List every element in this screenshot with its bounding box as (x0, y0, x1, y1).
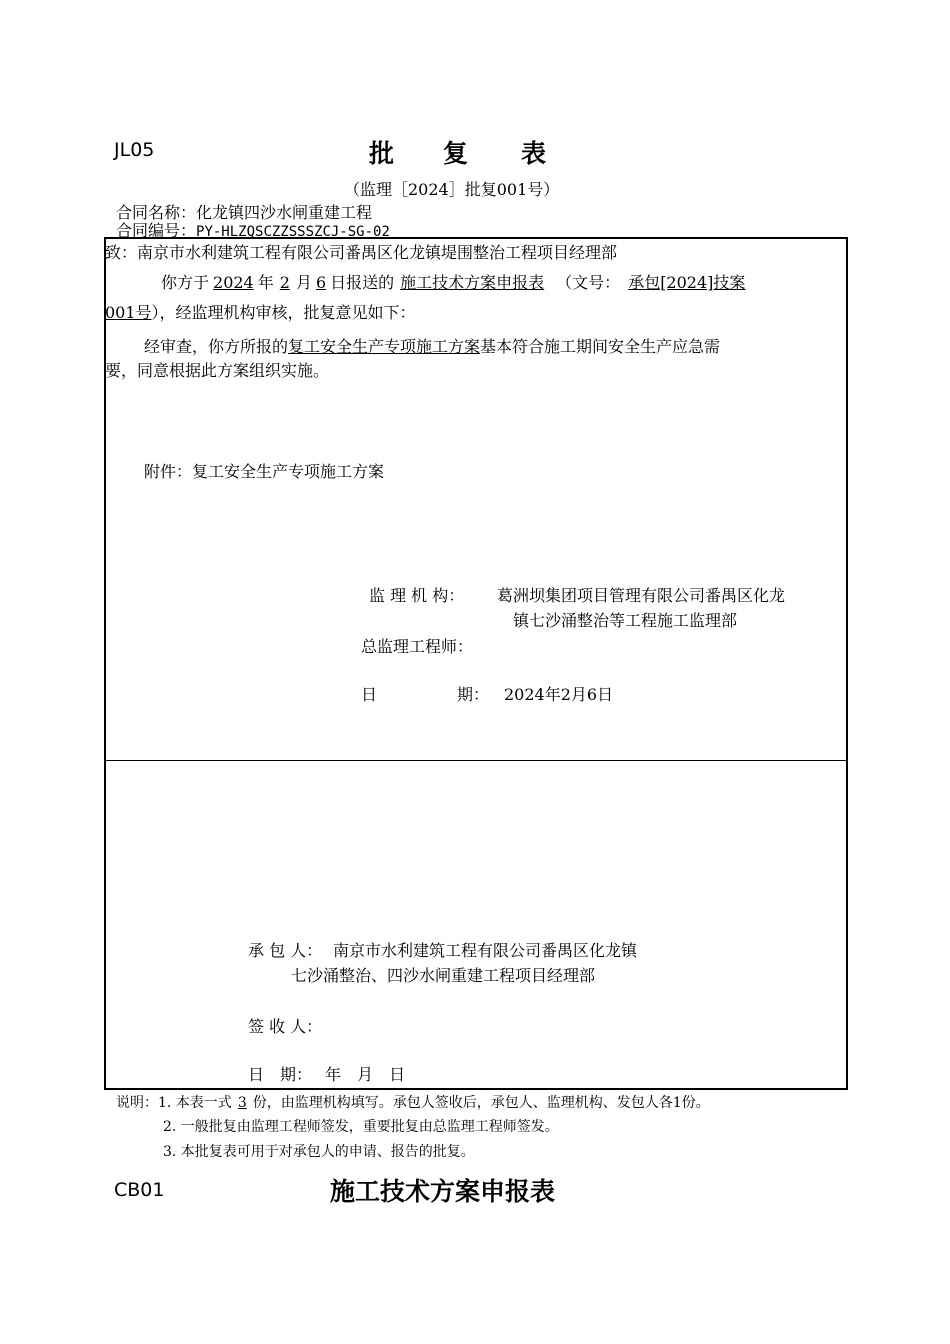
text: （文号： (556, 273, 621, 292)
addressee-line: 致：南京市水利建筑工程有限公司番禺区化龙镇堤围整治工程项目经理部 (105, 243, 618, 262)
opinion-line-1 (144, 334, 720, 357)
reference-number-part-1: 承包[2024]技案 (628, 273, 746, 292)
contract-name-value: 化龙镇四沙水闸重建工程 (196, 203, 373, 222)
contract-number-value: PY-HLZQSCZZSSSZCJ-SG-02 (196, 224, 390, 240)
text: 你方于 (161, 273, 210, 292)
supervisor-label: 监 理 机 构： (369, 586, 465, 605)
attachment-line: 附件：复工安全生产专项施工方案 (144, 462, 385, 481)
text: 基本符合施工期间安全生产应急需 (480, 337, 721, 356)
submit-day: 6 (315, 273, 327, 292)
reference-number-part-2: 001号 (105, 303, 152, 322)
date-label-2: 期： (457, 685, 490, 704)
form-code: JL05 (114, 139, 155, 161)
signer-label: 签 收 人： (248, 1017, 323, 1036)
submit-month: 2 (279, 273, 290, 292)
form-title-char-2: 复 (443, 139, 470, 168)
section-divider (104, 760, 846, 761)
contract-name-label: 合同名称： (116, 203, 197, 222)
submission-line-2 (105, 300, 416, 323)
next-form-code: CB01 (114, 1179, 165, 1201)
text: 经审查，你方所报的 (144, 337, 289, 356)
opinion-line-2: 要，同意根据此方案组织实施。 (105, 361, 330, 380)
copy-count: 3 (237, 1095, 247, 1111)
text: 年 (257, 273, 274, 292)
note-3: 3. 本批复表可用于对承包人的申请、报告的批复。 (163, 1144, 475, 1160)
submission-line (161, 270, 745, 293)
note-2: 2. 一般批复由监理工程师签发，重要批复由总监理工程师签发。 (163, 1119, 559, 1135)
text: 份，由监理机构填写。承包人签收后，承包人、监理机构、发包人各1份。 (252, 1095, 710, 1111)
date-label-1: 日 (361, 685, 378, 704)
sign-date-line: 日 期： 年 月 日 (248, 1065, 406, 1084)
contractor-name-line-2: 七沙涌整治、四沙水闸重建工程项目经理部 (291, 966, 596, 985)
submit-year: 2024 (213, 273, 254, 292)
contract-number-label: 合同编号： (116, 221, 197, 240)
next-form-title: 施工技术方案申报表 (330, 1177, 556, 1206)
text: 月 (295, 273, 312, 292)
contractor-name-line-1: 南京市水利建筑工程有限公司番禺区化龙镇 (333, 941, 638, 960)
contractor-label: 承 包 人： (248, 941, 323, 960)
form-title-char-3: 表 (521, 139, 548, 168)
form-title-char-1: 批 (369, 139, 396, 168)
document-number: （监理［2024］批复001号） (344, 180, 560, 199)
text: ），经监理机构审核，批复意见如下： (151, 303, 416, 322)
supervisor-name-line-1: 葛洲坝集团项目管理有限公司番禺区化龙 (497, 586, 786, 605)
supervisor-name-line-2: 镇七沙涌整治等工程施工监理部 (513, 611, 738, 630)
approval-date: 2024年2月6日 (504, 685, 614, 704)
note-1 (116, 1092, 710, 1112)
text: 说明：1. 本表一式 (116, 1095, 232, 1111)
text: 日报送的 (330, 273, 395, 292)
approved-plan-name: 复工安全生产专项施工方案 (288, 337, 481, 356)
submitted-document-type: 施工技术方案申报表 (400, 273, 545, 292)
chief-engineer-label: 总监理工程师： (361, 637, 474, 656)
